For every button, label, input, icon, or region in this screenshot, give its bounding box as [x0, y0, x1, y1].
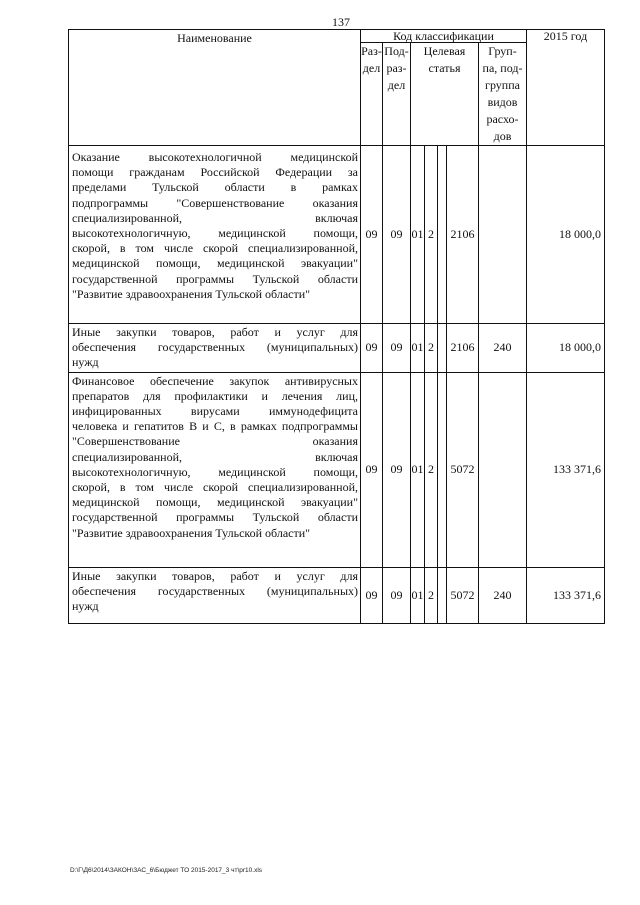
row-group — [479, 372, 527, 567]
row-target-code: 5072 — [447, 372, 479, 567]
header-expense-group: Груп- па, под- группа видов расхо- дов — [479, 43, 527, 146]
row-target-subprogram: 2 — [425, 146, 438, 324]
row-target-code: 5072 — [447, 567, 479, 623]
row-name: Иные закупки товаров, работ и услуг для обеспечения государственных (муниципальных) нужд — [69, 324, 361, 373]
row-target-subprogram: 2 — [425, 567, 438, 623]
row-subsection: 09 — [383, 324, 411, 373]
row-target-subprogram: 2 — [425, 372, 438, 567]
row-target-subprogram: 2 — [425, 324, 438, 373]
row-name: Оказание высокотехнологичной медицинской помощи гражданам Российской Федерации за пределами Тульской области в рамках подпрограммы "Совершенствование оказания специализированной, включая высокотехнологичную, медицинской помощи, скорой, в том числе скорой специализированной, медицинской помощи, медицинской эвакуации" государственной программы Тульской области "Развитие здравоохранения Тульской области" — [69, 146, 361, 324]
header-target-article: Целевая статья — [411, 43, 479, 146]
row-section: 09 — [361, 146, 383, 324]
budget-table — [68, 29, 605, 624]
row-section: 09 — [361, 324, 383, 373]
row-target-spacer — [438, 372, 447, 567]
row-subsection: 09 — [383, 567, 411, 623]
table-row — [69, 567, 605, 623]
table-row — [69, 324, 605, 373]
file-path-footer: D:\Г\Д6\2014\ЗАКОН\ЗАС_6\Бюджет ТО 2015-2017_3 чт\pr10.xls — [70, 867, 263, 874]
row-group: 240 — [479, 567, 527, 623]
row-section: 09 — [361, 567, 383, 623]
row-target-spacer — [438, 567, 447, 623]
row-subsection: 09 — [383, 372, 411, 567]
table-row — [69, 146, 605, 324]
row-target-program: 01 — [411, 567, 425, 623]
header-name: Наименование — [69, 30, 361, 146]
row-amount: 133 371,6 — [527, 372, 605, 567]
header-subsection: Под- раз- дел — [383, 43, 411, 146]
row-target-program: 01 — [411, 324, 425, 373]
row-amount: 18 000,0 — [527, 146, 605, 324]
table-row — [69, 372, 605, 567]
row-amount: 133 371,6 — [527, 567, 605, 623]
row-target-spacer — [438, 146, 447, 324]
header-section: Раз- дел — [361, 43, 383, 146]
page-number: 137 — [332, 15, 350, 29]
row-name: Финансовое обеспечение закупок антивирусных препаратов для профилактики и лечения лиц, инфицированных вирусами иммунодефицита человека и гепатитов В и С, в рамках подпрограммы "Совершенствование оказания специализированной, включая высокотехнологичную, медицинской помощи, скорой, в том числе скорой специализированной, медицинской помощи, медицинской эвакуации" государственной программы Тульской области "Развитие здравоохранения Тульской области" — [69, 372, 361, 567]
row-target-code: 2106 — [447, 146, 479, 324]
row-target-spacer — [438, 324, 447, 373]
row-group: 240 — [479, 324, 527, 373]
row-subsection: 09 — [383, 146, 411, 324]
row-section: 09 — [361, 372, 383, 567]
header-year: 2015 год — [527, 30, 605, 146]
header-code-group: Код классификации — [361, 30, 527, 43]
row-target-code: 2106 — [447, 324, 479, 373]
row-name: Иные закупки товаров, работ и услуг для обеспечения государственных (муниципальных) нужд — [69, 567, 361, 623]
row-target-program: 01 — [411, 372, 425, 567]
row-amount: 18 000,0 — [527, 324, 605, 373]
row-target-program: 01 — [411, 146, 425, 324]
row-group — [479, 146, 527, 324]
